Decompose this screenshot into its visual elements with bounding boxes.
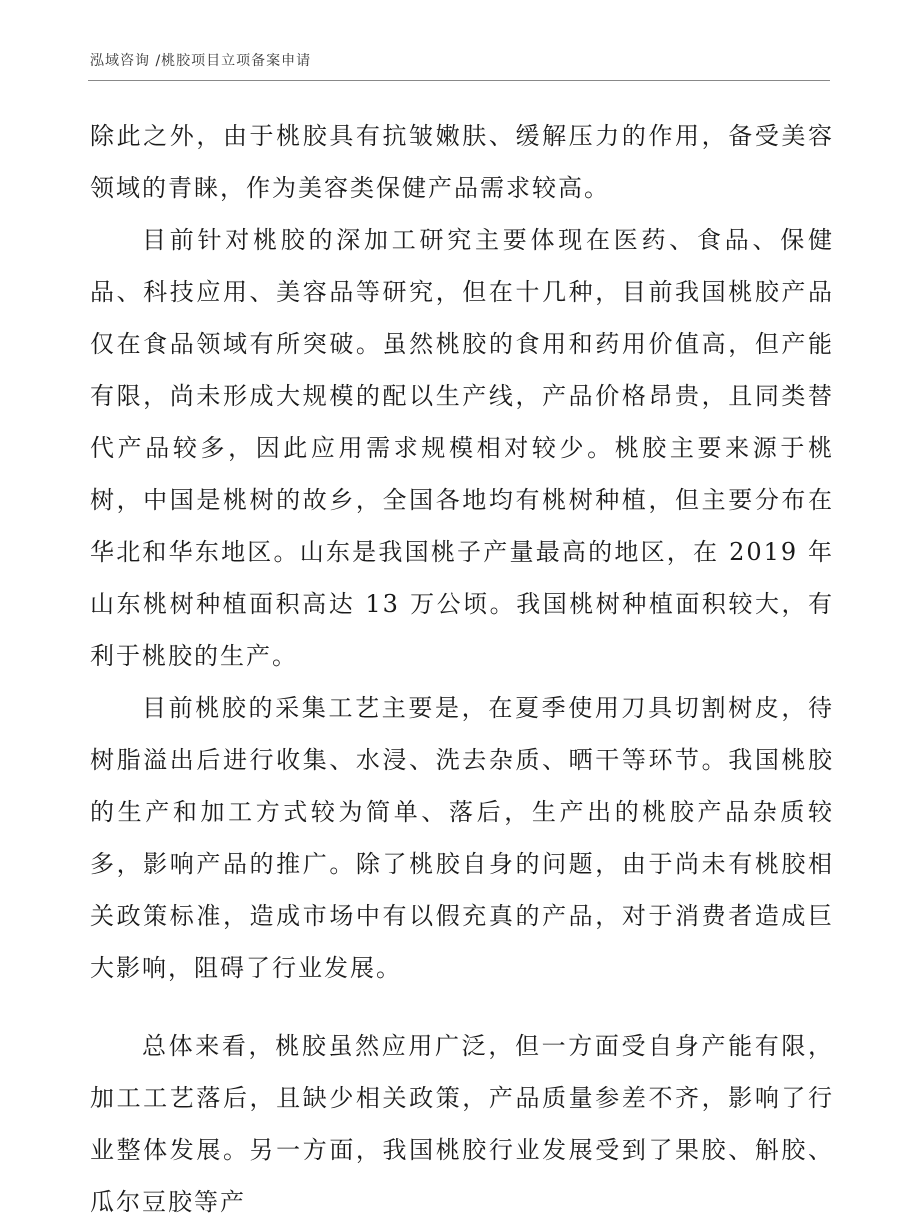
page-header: 泓域咨询 /桃胶项目立项备案申请 <box>90 53 312 69</box>
paragraph-1: 除此之外，由于桃胶具有抗皱嫩肤、缓解压力的作用，备受美容领域的青睐，作为美容类保健产品需求较高。 <box>90 122 834 202</box>
header-divider <box>88 80 830 81</box>
paragraph-2: 目前针对桃胶的深加工研究主要体现在医药、食品、保健品、科技应用、美容品等研究，但在十几种，目前我国桃胶产品仅在食品领域有所突破。虽然桃胶的食用和药用价值高，但产能有限，尚未形成大规模的配以生产线，产品价格昂贵，且同类替代产品较多，因此应用需求规模相对较少。桃胶主要来源于桃树，中国是桃树的故乡，全国各地均有桃树种植，但主要分布在华北和华东地区。山东是我国桃子产量最高的地区，在 2019 年山东桃树种植面积高达 13 万公顷。我国桃树种植面积较大，有利于桃胶的生产。 <box>90 226 834 670</box>
paragraph-spacer <box>90 994 834 1020</box>
paragraph-4: 总体来看，桃胶虽然应用广泛，但一方面受自身产能有限，加工工艺落后，且缺少相关政策，产品质量参差不齐，影响了行业整体发展。另一方面，我国桃胶行业发展受到了果胶、斛胶、瓜尔豆胶等产 <box>90 1032 834 1216</box>
paragraph-3: 目前桃胶的采集工艺主要是，在夏季使用刀具切割树皮，待树脂溢出后进行收集、水浸、洗去杂质、晒干等环节。我国桃胶的生产和加工方式较为简单、落后，生产出的桃胶产品杂质较多，影响产品的推广。除了桃胶自身的问题，由于尚未有桃胶相关政策标准，造成市场中有以假充真的产品，对于消费者造成巨大影响，阻碍了行业发展。 <box>90 694 834 982</box>
document-body <box>90 110 834 1228</box>
